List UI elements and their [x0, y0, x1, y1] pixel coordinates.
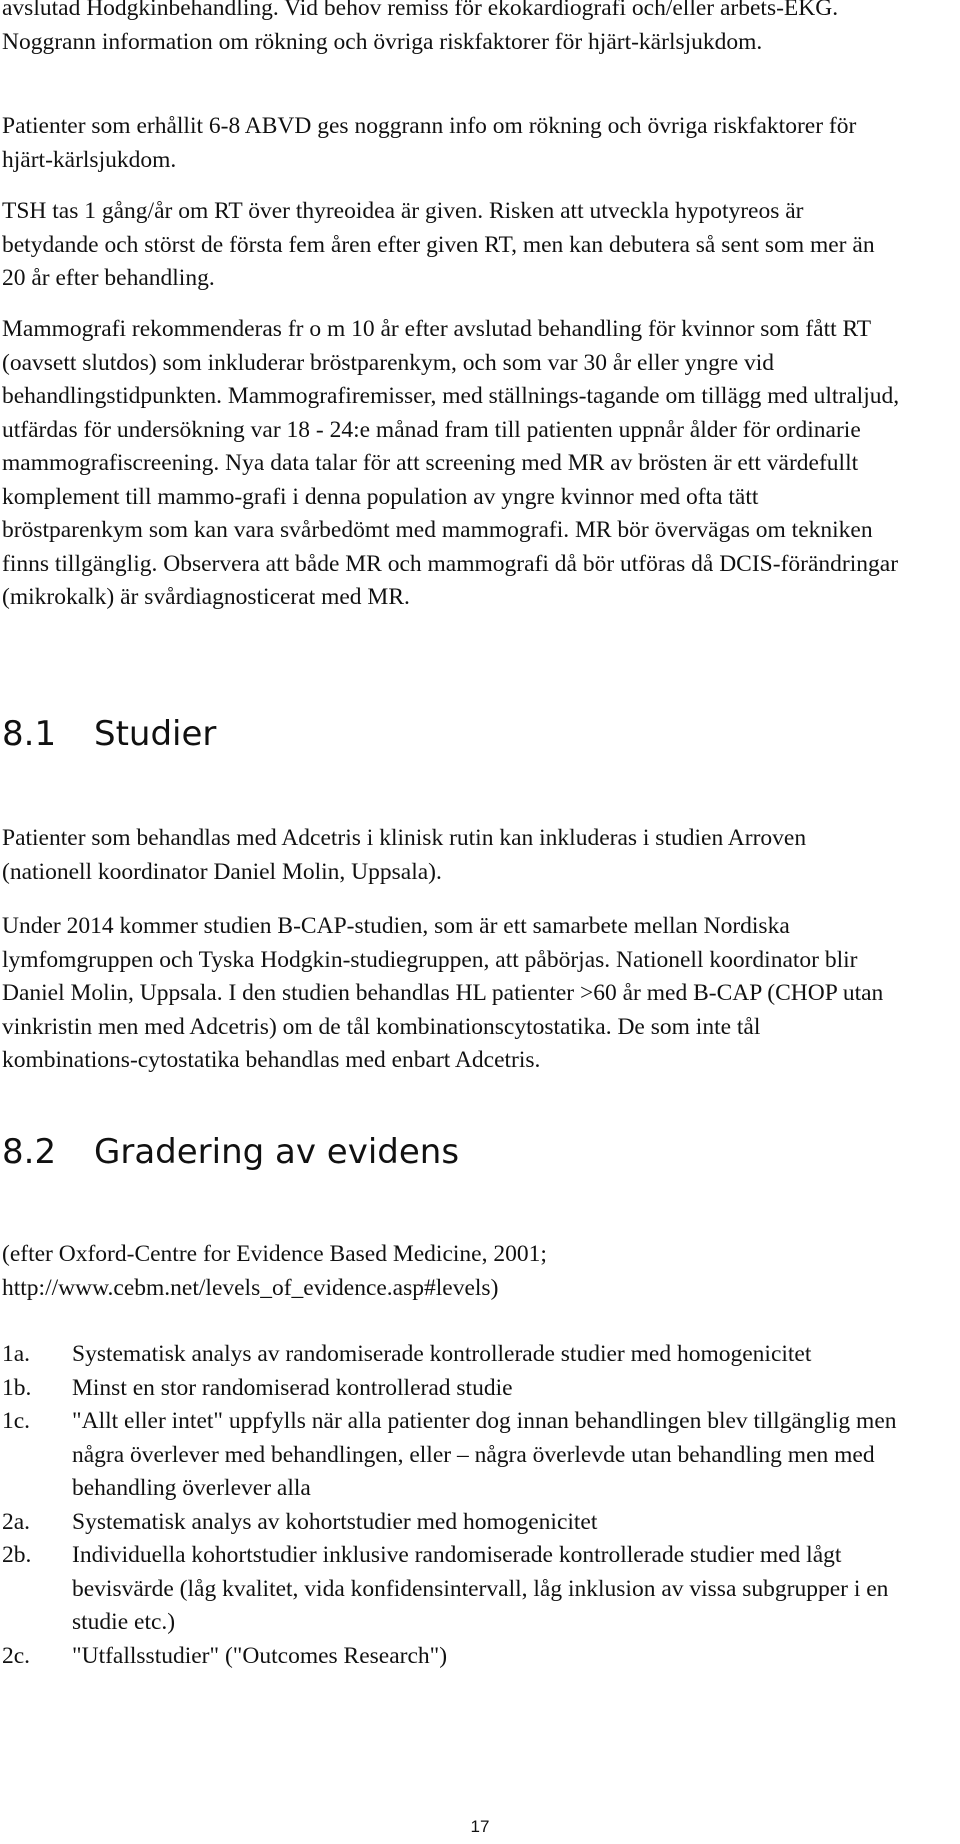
paragraph-tsh: TSH tas 1 gång/år om RT över thyreoidea är given. Risken att utveckla hypotyreos är betydande och störst de första fem åren efter given RT, men kan debutera så sent som mer än 20 år efter behandling. — [2, 198, 875, 291]
heading-title: Gradering av evidens — [94, 1132, 460, 1172]
heading-studier — [2, 714, 217, 754]
heading-gradering — [2, 1132, 460, 1172]
heading-number: 8.2 — [2, 1132, 57, 1172]
level-code: 1a. — [2, 1341, 31, 1367]
level-text: "Allt eller intet" uppfylls när alla patienter dog innan behandlingen blev tillgänglig men några överlever med behandlingen, eller – några överlevde utan behandling men med behandling överlever alla — [72, 1408, 897, 1501]
evidence-levels-list — [2, 1338, 900, 1673]
level-text: "Utfallsstudier" ("Outcomes Research") — [72, 1642, 448, 1669]
list-item — [2, 1338, 900, 1372]
paragraph-bcap: Under 2014 kommer studien B-CAP-studien, som är ett samarbete mellan Nordiska lymfomgruppen och Tyska Hodgkin-studiegruppen, att påbörjas. Nationell koordinator blir Daniel Molin, Uppsala. I den studien behandlas HL patienter >60 år med B-CAP (CHOP utan vinkristin men med Adcetris) om de tål kombinationscytostatika. De som inte tål kombinations-cytostatika behandlas med enbart Adcetris. — [2, 913, 884, 1073]
list-item — [2, 1640, 900, 1674]
paragraph-source: (efter Oxford-Centre for Evidence Based Medicine, 2001; http://www.cebm.net/levels_of_evidence.asp#levels) — [2, 1241, 547, 1301]
list-item — [2, 1539, 900, 1640]
level-text: Systematisk analys av kohortstudier med homogenicitet — [72, 1508, 598, 1535]
paragraph-arroven: Patienter som behandlas med Adcetris i klinisk rutin kan inkluderas i studien Arroven (nationell koordinator Daniel Molin, Uppsala). — [2, 825, 807, 885]
level-text: Individuella kohortstudier inklusive randomiserade kontrollerade studier med lågt bevisvärde (låg kvalitet, vida konfidensintervall, låg inklusion av vissa subgrupper i en studie etc.) — [72, 1542, 889, 1635]
list-item — [2, 1405, 900, 1506]
list-item — [2, 1506, 900, 1540]
level-text: Systematisk analys av randomiserade kontrollerade studier med homogenicitet — [72, 1341, 812, 1367]
page-number: 17 — [470, 1817, 490, 1836]
paragraph-followup: avslutad Hodgkinbehandling. Vid behov remiss för ekokardiografi och/eller arbets-EKG. Noggrann information om rökning och övriga riskfaktorer för hjärt-kärlsjukdom. — [2, 0, 839, 55]
level-code: 2c. — [2, 1642, 31, 1669]
list-item — [2, 1372, 900, 1406]
heading-number: 8.1 — [2, 714, 57, 754]
level-text: Minst en stor randomiserad kontrollerad studie — [72, 1374, 513, 1401]
heading-title: Studier — [94, 714, 217, 754]
paragraph-abvd: Patienter som erhållit 6-8 ABVD ges noggrann info om rökning och övriga riskfaktorer för hjärt-kärlsjukdom. — [2, 113, 857, 173]
level-code: 2b. — [2, 1542, 32, 1568]
level-code: 1c. — [2, 1408, 31, 1434]
paragraph-mammografi: Mammografi rekommenderas fr o m 10 år efter avslutad behandling för kvinnor som fått RT (oavsett slutdos) som inkluderar bröstparenkym, och som var 30 år eller yngre vid behandlingstidpunkten. Mammografiremisser, med ställnings-tagande om tillägg med ultraljud, utfärdas för undersökning var 18 - 24:e månad fram till patienten uppnår ålder för ordinarie mammografiscreening. Nya data talar för att screening med MR av brösten är ett värdefullt komplement till mammo-grafi i denna population av yngre kvinnor med ofta tätt bröstparenkym som kan vara svårbedömt med mammografi. MR bör övervägas om tekniken finns tillgänglig. Observera att både MR och mammografi då bör utföras då DCIS-förändringar (mikrokalk) är svårdiagnosticerat med MR. — [2, 316, 900, 610]
level-code: 1b. — [2, 1374, 32, 1401]
level-code: 2a. — [2, 1508, 31, 1535]
